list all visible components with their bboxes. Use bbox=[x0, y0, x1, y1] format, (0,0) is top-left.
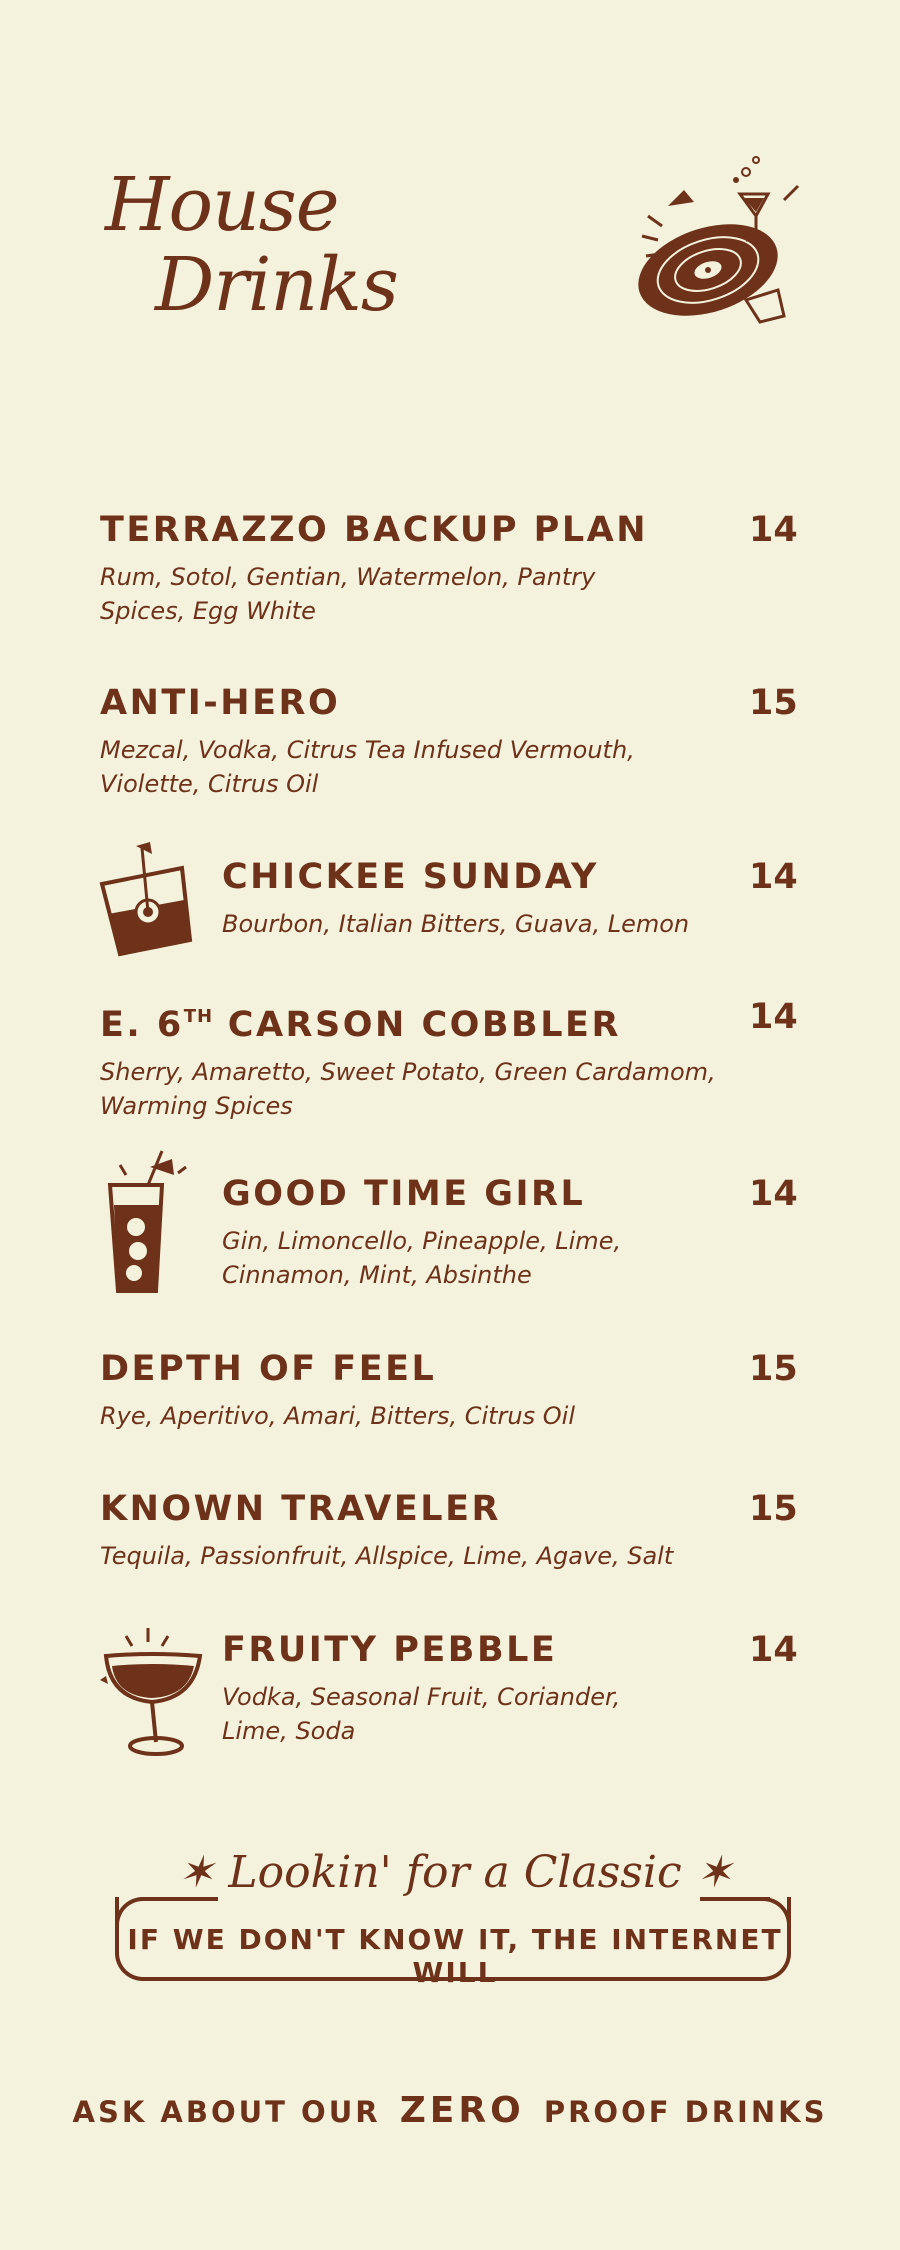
description-line: Gin, Limoncello, Pineapple, Lime, bbox=[222, 1227, 622, 1255]
item-description bbox=[222, 1680, 800, 1748]
star-icon: ✶ bbox=[681, 1847, 733, 1898]
description-line: Violette, Citrus Oil bbox=[100, 770, 319, 798]
description-line: Mezcal, Vodka, Citrus Tea Infused Vermouth, bbox=[100, 736, 635, 764]
classic-subtitle: IF WE DON'T KNOW IT, THE INTERNET WILL bbox=[127, 1923, 783, 1989]
item-price: 14 bbox=[749, 997, 798, 1037]
classic-callout bbox=[110, 1845, 800, 1990]
page-title bbox=[105, 162, 398, 328]
item-description bbox=[100, 733, 800, 801]
description-line: Lime, Soda bbox=[222, 1717, 356, 1745]
item-name: FRUITY PEBBLE bbox=[222, 1630, 558, 1670]
description-line: Vodka, Seasonal Fruit, Coriander, bbox=[222, 1683, 621, 1711]
menu-item bbox=[100, 683, 800, 801]
description-line: Sherry, Amaretto, Sweet Potato, Green Cardamom, bbox=[100, 1058, 716, 1086]
vinyl-record-cocktail-icon bbox=[628, 150, 808, 340]
item-name: CHICKEE SUNDAY bbox=[222, 857, 599, 897]
title-line-1: House bbox=[105, 162, 339, 248]
menu-item bbox=[222, 1630, 800, 1748]
star-icon: ✶ bbox=[177, 1847, 229, 1898]
item-description bbox=[222, 1224, 800, 1292]
item-price: 14 bbox=[749, 510, 798, 550]
description-line: Spices, Egg White bbox=[100, 597, 316, 625]
item-description bbox=[100, 560, 800, 628]
item-price: 14 bbox=[749, 1174, 798, 1214]
coupe-glass-icon bbox=[96, 1620, 206, 1760]
description-line: Rye, Aperitivo, Amari, Bitters, Citrus Oil bbox=[100, 1402, 575, 1430]
title-line-2: Drinks bbox=[155, 242, 398, 328]
item-price: 14 bbox=[749, 1630, 798, 1670]
description-line: Cinnamon, Mint, Absinthe bbox=[222, 1261, 532, 1289]
item-description bbox=[222, 907, 800, 941]
menu-item bbox=[100, 1349, 800, 1433]
description-line: Tequila, Passionfruit, Allspice, Lime, Agave, Salt bbox=[100, 1542, 674, 1570]
highball-glass-icon bbox=[100, 1145, 190, 1305]
description-line: Warming Spices bbox=[100, 1092, 293, 1120]
zero-emphasis: ZERO bbox=[399, 2090, 525, 2131]
item-name: DEPTH OF FEEL bbox=[100, 1349, 437, 1389]
menu-item bbox=[100, 1489, 800, 1573]
item-name: KNOWN TRAVELER bbox=[100, 1489, 501, 1529]
item-price: 14 bbox=[749, 857, 798, 897]
menu-item bbox=[100, 510, 800, 628]
item-price: 15 bbox=[749, 683, 798, 723]
rocks-glass-icon bbox=[90, 840, 200, 970]
item-price: 15 bbox=[749, 1489, 798, 1529]
item-price: 15 bbox=[749, 1349, 798, 1389]
item-description bbox=[100, 1539, 800, 1573]
menu-item bbox=[100, 997, 800, 1123]
description-line: Rum, Sotol, Gentian, Watermelon, Pantry bbox=[100, 563, 596, 591]
menu-item bbox=[222, 1174, 800, 1292]
classic-title: ✶ Lookin' for a Classic ✶ bbox=[177, 1847, 733, 1898]
item-name: ANTI-HERO bbox=[100, 683, 341, 723]
item-name: GOOD TIME GIRL bbox=[222, 1174, 586, 1214]
menu-item bbox=[222, 857, 800, 941]
item-name: TERRAZZO BACKUP PLAN bbox=[100, 510, 649, 550]
zero-proof-note: ASK ABOUT OUR ZERO PROOF DRINKS bbox=[72, 2090, 828, 2131]
item-description bbox=[100, 1055, 800, 1123]
item-name: E. 6TH CARSON COBBLER bbox=[100, 1005, 621, 1045]
description-line: Bourbon, Italian Bitters, Guava, Lemon bbox=[222, 910, 690, 938]
item-description bbox=[100, 1399, 800, 1433]
